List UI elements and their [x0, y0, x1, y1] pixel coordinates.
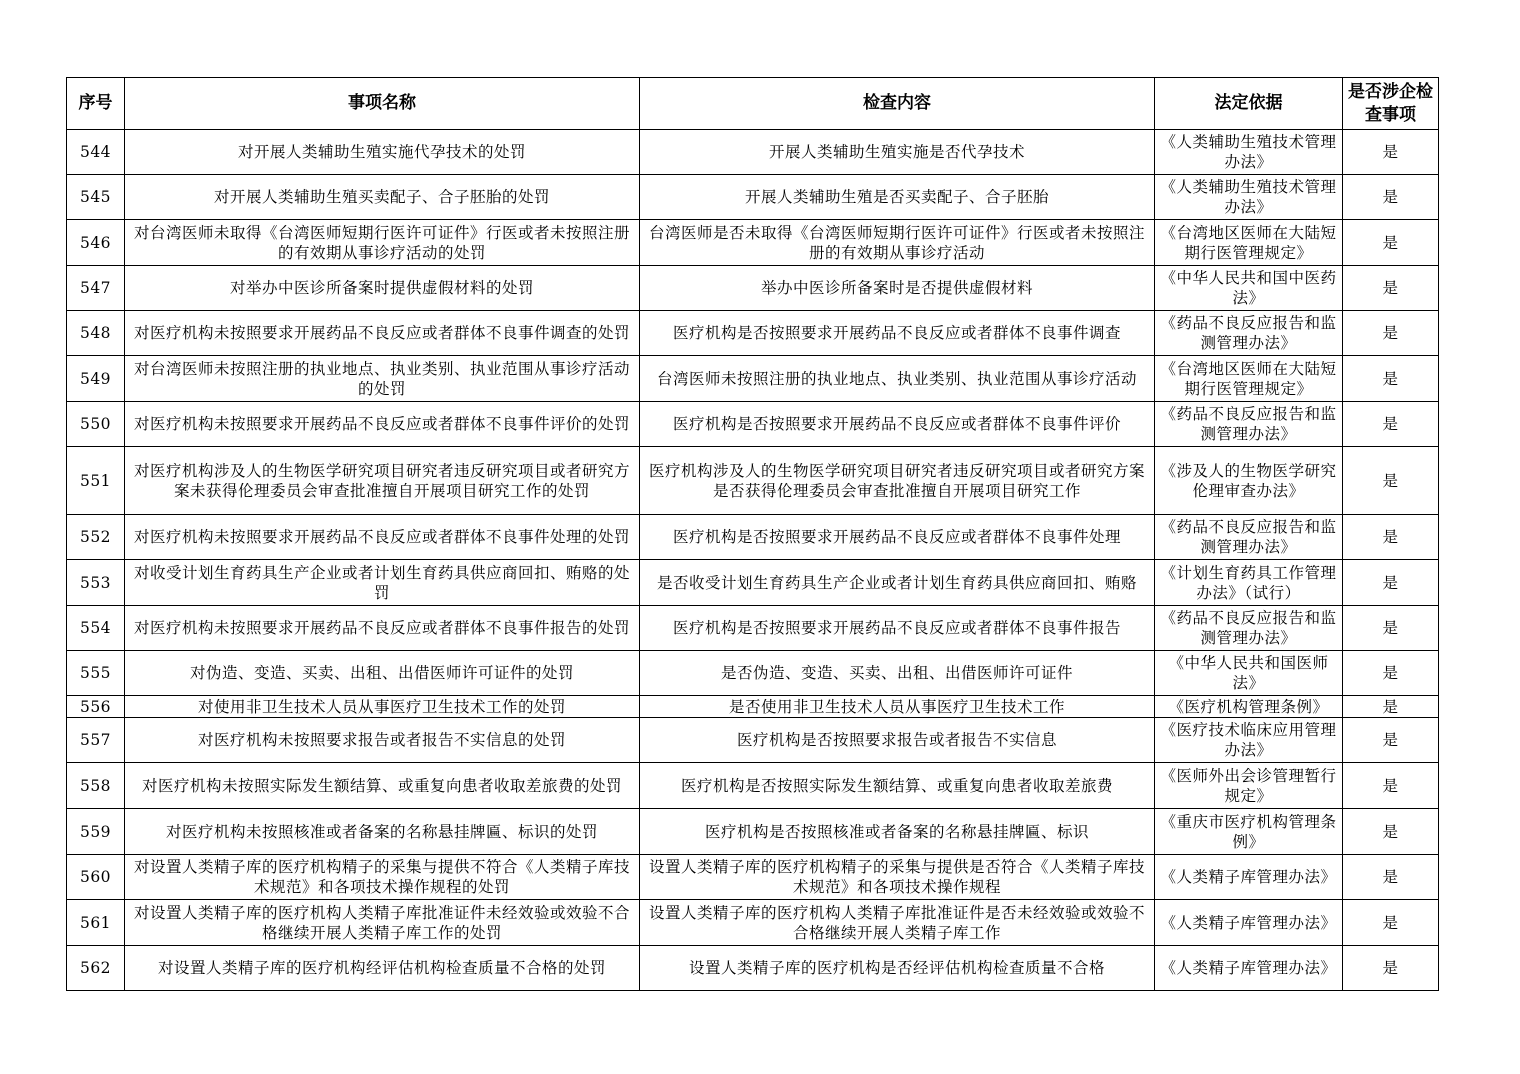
cell-item-name: 对医疗机构未按照实际发生额结算、或重复向患者收取差旅费的处罚 [125, 763, 640, 809]
cell-legal-basis: 《人类精子库管理办法》 [1155, 900, 1343, 946]
cell-inspection-content: 台湾医师未按照注册的执业地点、执业类别、执业范围从事诊疗活动 [640, 356, 1155, 402]
cell-number: 548 [67, 311, 125, 356]
table-row [67, 220, 1439, 266]
table-row [67, 130, 1439, 175]
cell-enterprise-related: 是 [1343, 696, 1439, 718]
cell-inspection-content: 开展人类辅助生殖是否买卖配子、合子胚胎 [640, 175, 1155, 220]
table-row [67, 651, 1439, 696]
cell-item-name: 对医疗机构未按照核准或者备案的名称悬挂牌匾、标识的处罚 [125, 809, 640, 855]
table-row [67, 946, 1439, 991]
table-row [67, 175, 1439, 220]
cell-enterprise-related: 是 [1343, 311, 1439, 356]
cell-inspection-content: 医疗机构是否按照要求开展药品不良反应或者群体不良事件评价 [640, 402, 1155, 447]
cell-enterprise-related: 是 [1343, 220, 1439, 266]
cell-number: 557 [67, 718, 125, 763]
cell-inspection-content: 设置人类精子库的医疗机构是否经评估机构检查质量不合格 [640, 946, 1155, 991]
cell-legal-basis: 《药品不良反应报告和监测管理办法》 [1155, 606, 1343, 651]
cell-item-name: 对伪造、变造、买卖、出租、出借医师许可证件的处罚 [125, 651, 640, 696]
cell-item-name: 对医疗机构未按照要求开展药品不良反应或者群体不良事件评价的处罚 [125, 402, 640, 447]
cell-number: 552 [67, 515, 125, 560]
cell-legal-basis: 《人类辅助生殖技术管理办法》 [1155, 175, 1343, 220]
cell-inspection-content: 医疗机构是否按照要求开展药品不良反应或者群体不良事件报告 [640, 606, 1155, 651]
table-row [67, 311, 1439, 356]
cell-enterprise-related: 是 [1343, 900, 1439, 946]
cell-item-name: 对医疗机构未按照要求开展药品不良反应或者群体不良事件调查的处罚 [125, 311, 640, 356]
table-row [67, 696, 1439, 718]
cell-inspection-content: 医疗机构是否按照核准或者备案的名称悬挂牌匾、标识 [640, 809, 1155, 855]
document-page [66, 77, 1438, 991]
cell-enterprise-related: 是 [1343, 560, 1439, 606]
table-row [67, 606, 1439, 651]
cell-item-name: 对开展人类辅助生殖实施代孕技术的处罚 [125, 130, 640, 175]
cell-number: 550 [67, 402, 125, 447]
cell-number: 555 [67, 651, 125, 696]
cell-number: 544 [67, 130, 125, 175]
cell-item-name: 对台湾医师未按照注册的执业地点、执业类别、执业范围从事诊疗活动的处罚 [125, 356, 640, 402]
cell-legal-basis: 《重庆市医疗机构管理条例》 [1155, 809, 1343, 855]
cell-number: 558 [67, 763, 125, 809]
cell-item-name: 对设置人类精子库的医疗机构经评估机构检查质量不合格的处罚 [125, 946, 640, 991]
cell-item-name: 对设置人类精子库的医疗机构精子的采集与提供不符合《人类精子库技术规范》和各项技术操作规程的处罚 [125, 855, 640, 900]
cell-inspection-content: 医疗机构是否按照要求报告或者报告不实信息 [640, 718, 1155, 763]
table-row [67, 809, 1439, 855]
cell-inspection-content: 举办中医诊所备案时是否提供虚假材料 [640, 266, 1155, 311]
table-row [67, 763, 1439, 809]
cell-item-name: 对台湾医师未取得《台湾医师短期行医许可证件》行医或者未按照注册的有效期从事诊疗活动的处罚 [125, 220, 640, 266]
cell-legal-basis: 《医疗技术临床应用管理办法》 [1155, 718, 1343, 763]
cell-enterprise-related: 是 [1343, 651, 1439, 696]
cell-inspection-content: 是否使用非卫生技术人员从事医疗卫生技术工作 [640, 696, 1155, 718]
cell-number: 561 [67, 900, 125, 946]
cell-legal-basis: 《中华人民共和国中医药法》 [1155, 266, 1343, 311]
table-row [67, 515, 1439, 560]
cell-number: 547 [67, 266, 125, 311]
cell-inspection-content: 医疗机构是否按照要求开展药品不良反应或者群体不良事件处理 [640, 515, 1155, 560]
cell-inspection-content: 是否收受计划生育药具生产企业或者计划生育药具供应商回扣、贿赂 [640, 560, 1155, 606]
cell-item-name: 对医疗机构未按照要求开展药品不良反应或者群体不良事件处理的处罚 [125, 515, 640, 560]
cell-inspection-content: 台湾医师是否未取得《台湾医师短期行医许可证件》行医或者未按照注册的有效期从事诊疗活动 [640, 220, 1155, 266]
cell-enterprise-related: 是 [1343, 447, 1439, 515]
cell-number: 560 [67, 855, 125, 900]
cell-legal-basis: 《人类精子库管理办法》 [1155, 946, 1343, 991]
table-row [67, 560, 1439, 606]
cell-inspection-content: 是否伪造、变造、买卖、出租、出借医师许可证件 [640, 651, 1155, 696]
table-row [67, 855, 1439, 900]
cell-enterprise-related: 是 [1343, 266, 1439, 311]
cell-inspection-content: 医疗机构涉及人的生物医学研究项目研究者违反研究项目或者研究方案是否获得伦理委员会审查批准擅自开展项目研究工作 [640, 447, 1155, 515]
cell-enterprise-related: 是 [1343, 946, 1439, 991]
cell-legal-basis: 《人类精子库管理办法》 [1155, 855, 1343, 900]
cell-enterprise-related: 是 [1343, 515, 1439, 560]
cell-item-name: 对医疗机构涉及人的生物医学研究项目研究者违反研究项目或者研究方案未获得伦理委员会审查批准擅自开展项目研究工作的处罚 [125, 447, 640, 515]
cell-number: 549 [67, 356, 125, 402]
cell-number: 554 [67, 606, 125, 651]
cell-legal-basis: 《中华人民共和国医师法》 [1155, 651, 1343, 696]
cell-enterprise-related: 是 [1343, 130, 1439, 175]
header-legal-basis: 法定依据 [1155, 78, 1343, 130]
header-inspection-content: 检查内容 [640, 78, 1155, 130]
cell-legal-basis: 《台湾地区医师在大陆短期行医管理规定》 [1155, 220, 1343, 266]
table-row [67, 447, 1439, 515]
cell-legal-basis: 《计划生育药具工作管理办法》（试行） [1155, 560, 1343, 606]
header-enterprise-related: 是否涉企检查事项 [1343, 78, 1439, 130]
cell-inspection-content: 医疗机构是否按照要求开展药品不良反应或者群体不良事件调查 [640, 311, 1155, 356]
cell-inspection-content: 设置人类精子库的医疗机构精子的采集与提供是否符合《人类精子库技术规范》和各项技术操作规程 [640, 855, 1155, 900]
cell-item-name: 对举办中医诊所备案时提供虚假材料的处罚 [125, 266, 640, 311]
cell-item-name: 对使用非卫生技术人员从事医疗卫生技术工作的处罚 [125, 696, 640, 718]
cell-item-name: 对医疗机构未按照要求开展药品不良反应或者群体不良事件报告的处罚 [125, 606, 640, 651]
cell-number: 551 [67, 447, 125, 515]
table-body [67, 130, 1439, 991]
cell-item-name: 对收受计划生育药具生产企业或者计划生育药具供应商回扣、贿赂的处罚 [125, 560, 640, 606]
cell-legal-basis: 《医师外出会诊管理暂行规定》 [1155, 763, 1343, 809]
cell-number: 556 [67, 696, 125, 718]
table-row [67, 356, 1439, 402]
table-header [67, 78, 1439, 130]
cell-enterprise-related: 是 [1343, 763, 1439, 809]
cell-inspection-content: 医疗机构是否按照实际发生额结算、或重复向患者收取差旅费 [640, 763, 1155, 809]
cell-legal-basis: 《药品不良反应报告和监测管理办法》 [1155, 515, 1343, 560]
table-row [67, 266, 1439, 311]
cell-number: 553 [67, 560, 125, 606]
cell-enterprise-related: 是 [1343, 175, 1439, 220]
cell-enterprise-related: 是 [1343, 402, 1439, 447]
cell-enterprise-related: 是 [1343, 855, 1439, 900]
cell-inspection-content: 开展人类辅助生殖实施是否代孕技术 [640, 130, 1155, 175]
cell-enterprise-related: 是 [1343, 809, 1439, 855]
cell-item-name: 对开展人类辅助生殖买卖配子、合子胚胎的处罚 [125, 175, 640, 220]
cell-number: 545 [67, 175, 125, 220]
cell-item-name: 对设置人类精子库的医疗机构人类精子库批准证件未经效验或效验不合格继续开展人类精子库工作的处罚 [125, 900, 640, 946]
cell-item-name: 对医疗机构未按照要求报告或者报告不实信息的处罚 [125, 718, 640, 763]
cell-number: 559 [67, 809, 125, 855]
cell-legal-basis: 《台湾地区医师在大陆短期行医管理规定》 [1155, 356, 1343, 402]
table-row [67, 402, 1439, 447]
header-number: 序号 [67, 78, 125, 130]
inspection-items-table [66, 77, 1439, 991]
table-row [67, 718, 1439, 763]
header-item-name: 事项名称 [125, 78, 640, 130]
cell-legal-basis: 《药品不良反应报告和监测管理办法》 [1155, 402, 1343, 447]
cell-legal-basis: 《医疗机构管理条例》 [1155, 696, 1343, 718]
cell-number: 546 [67, 220, 125, 266]
header-row [67, 78, 1439, 130]
cell-inspection-content: 设置人类精子库的医疗机构人类精子库批准证件是否未经效验或效验不合格继续开展人类精子库工作 [640, 900, 1155, 946]
cell-enterprise-related: 是 [1343, 356, 1439, 402]
cell-enterprise-related: 是 [1343, 606, 1439, 651]
cell-legal-basis: 《人类辅助生殖技术管理办法》 [1155, 130, 1343, 175]
cell-enterprise-related: 是 [1343, 718, 1439, 763]
cell-legal-basis: 《涉及人的生物医学研究伦理审查办法》 [1155, 447, 1343, 515]
cell-legal-basis: 《药品不良反应报告和监测管理办法》 [1155, 311, 1343, 356]
cell-number: 562 [67, 946, 125, 991]
table-row [67, 900, 1439, 946]
